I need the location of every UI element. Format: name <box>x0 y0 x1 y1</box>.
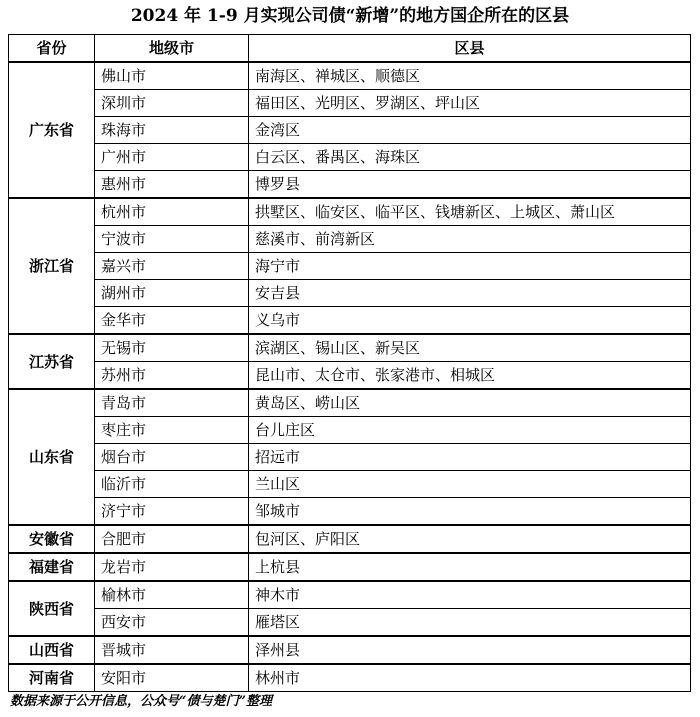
table-row <box>9 307 691 335</box>
city-cell: 宁波市 <box>95 226 249 253</box>
district-cell: 泽州县 <box>249 636 691 664</box>
district-table <box>8 34 691 692</box>
table-row <box>9 62 691 90</box>
city-cell: 榆林市 <box>95 581 249 609</box>
district-cell: 邹城市 <box>249 498 691 526</box>
table-row <box>9 553 691 581</box>
district-cell: 海宁市 <box>249 253 691 280</box>
table-row <box>9 198 691 226</box>
city-cell: 嘉兴市 <box>95 253 249 280</box>
city-cell: 西安市 <box>95 609 249 637</box>
city-cell: 广州市 <box>95 144 249 171</box>
table-row <box>9 144 691 171</box>
city-cell: 青岛市 <box>95 389 249 417</box>
province-cell: 安徽省 <box>9 525 95 553</box>
district-cell: 滨湖区、锡山区、新吴区 <box>249 334 691 362</box>
city-cell: 珠海市 <box>95 117 249 144</box>
district-cell: 台儿庄区 <box>249 417 691 444</box>
city-cell: 枣庄市 <box>95 417 249 444</box>
district-cell: 南海区、禅城区、顺德区 <box>249 62 691 90</box>
city-cell: 临沂市 <box>95 471 249 498</box>
district-cell: 包河区、庐阳区 <box>249 525 691 553</box>
table-row <box>9 417 691 444</box>
city-cell: 济宁市 <box>95 498 249 526</box>
table-row <box>9 117 691 144</box>
table-row <box>9 609 691 637</box>
province-cell: 陕西省 <box>9 581 95 636</box>
district-cell: 金湾区 <box>249 117 691 144</box>
city-cell: 合肥市 <box>95 525 249 553</box>
province-cell: 山西省 <box>9 636 95 664</box>
district-cell: 林州市 <box>249 664 691 692</box>
city-cell: 杭州市 <box>95 198 249 226</box>
city-cell: 苏州市 <box>95 362 249 390</box>
header-city: 地级市 <box>95 35 249 63</box>
district-cell: 义乌市 <box>249 307 691 335</box>
district-cell: 招远市 <box>249 444 691 471</box>
table-row <box>9 90 691 117</box>
table-row <box>9 362 691 390</box>
district-cell: 安吉县 <box>249 280 691 307</box>
district-cell: 白云区、番禺区、海珠区 <box>249 144 691 171</box>
province-cell: 山东省 <box>9 389 95 525</box>
district-cell: 福田区、光明区、罗湖区、坪山区 <box>249 90 691 117</box>
district-cell: 慈溪市、前湾新区 <box>249 226 691 253</box>
city-cell: 晋城市 <box>95 636 249 664</box>
province-cell: 广东省 <box>9 62 95 198</box>
city-cell: 金华市 <box>95 307 249 335</box>
table-row <box>9 389 691 417</box>
table-row <box>9 471 691 498</box>
province-cell: 江苏省 <box>9 334 95 389</box>
province-cell: 河南省 <box>9 664 95 692</box>
source-note: 数据来源于公开信息，公众号“债与楚门”整理 <box>10 694 272 709</box>
table-row <box>9 171 691 199</box>
table-row <box>9 444 691 471</box>
table-row <box>9 334 691 362</box>
city-cell: 惠州市 <box>95 171 249 199</box>
province-cell: 福建省 <box>9 553 95 581</box>
table-row <box>9 525 691 553</box>
table-row <box>9 280 691 307</box>
table-row <box>9 581 691 609</box>
city-cell: 烟台市 <box>95 444 249 471</box>
table-row <box>9 636 691 664</box>
district-cell: 拱墅区、临安区、临平区、钱塘新区、上城区、萧山区 <box>249 198 691 226</box>
header-district: 区县 <box>249 35 691 63</box>
district-cell: 雁塔区 <box>249 609 691 637</box>
province-cell: 浙江省 <box>9 198 95 334</box>
district-cell: 神木市 <box>249 581 691 609</box>
table-body <box>9 62 691 692</box>
table-row <box>9 253 691 280</box>
table-row <box>9 226 691 253</box>
district-cell: 上杭县 <box>249 553 691 581</box>
district-cell: 昆山市、太仓市、张家港市、相城区 <box>249 362 691 390</box>
header-province: 省份 <box>9 35 95 63</box>
city-cell: 深圳市 <box>95 90 249 117</box>
district-cell: 博罗县 <box>249 171 691 199</box>
city-cell: 安阳市 <box>95 664 249 692</box>
city-cell: 无锡市 <box>95 334 249 362</box>
city-cell: 佛山市 <box>95 62 249 90</box>
district-cell: 兰山区 <box>249 471 691 498</box>
page-title: 2024 年 1-9 月实现公司债“新增”的地方国企所在的区县 <box>130 6 570 26</box>
city-cell: 龙岩市 <box>95 553 249 581</box>
table-row <box>9 664 691 692</box>
table-header-row <box>9 35 691 63</box>
city-cell: 湖州市 <box>95 280 249 307</box>
district-cell: 黄岛区、崂山区 <box>249 389 691 417</box>
table-row <box>9 498 691 526</box>
